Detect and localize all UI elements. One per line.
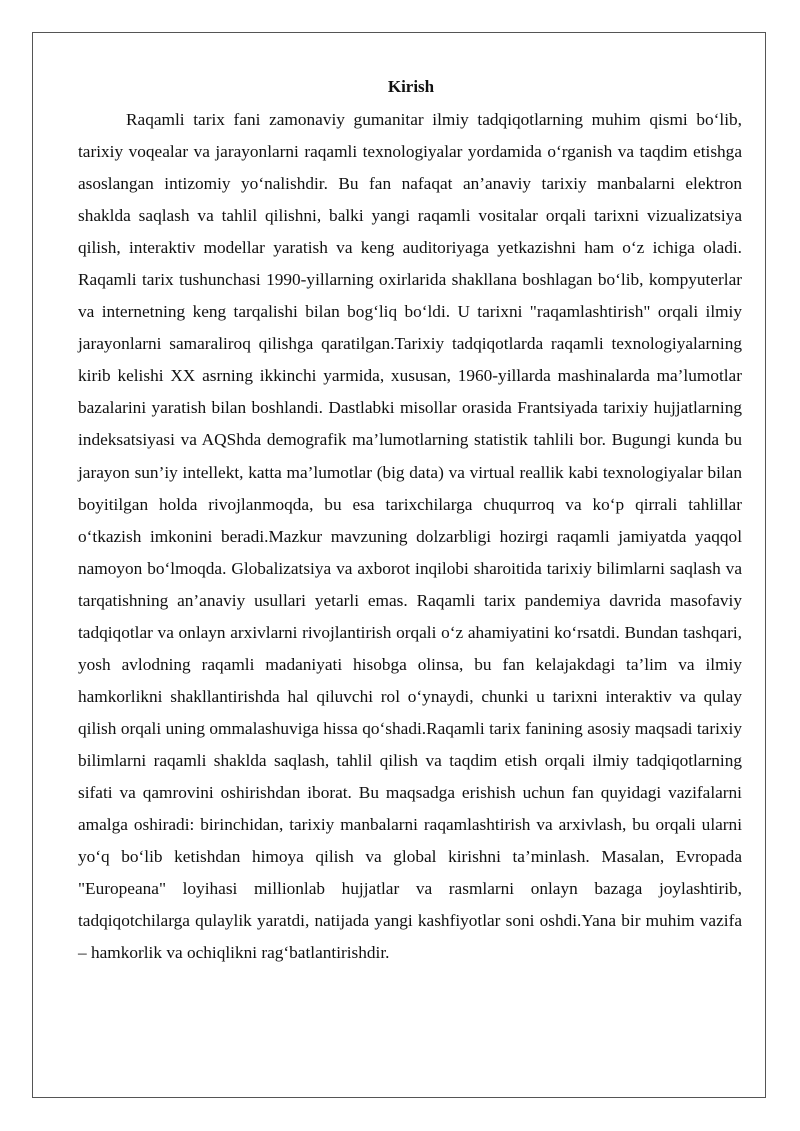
document-paragraph: Raqamli tarix fani zamonaviy gumanitar ilmiy tadqiqotlarning muhim qismi boʻlib, tarixiy voqealar va jarayonlarni raqamli texnologiyalar yordamida oʻrganish va taqdim etishga asoslangan intizomiy yoʻnalishdir. Bu fan nafaqat an’anaviy tarixiy manbalarni elektron shaklda saqlash va tahlil qilishni, balki yangi raqamli vositalar orqali tarixni vizualizatsiya qilish, interaktiv modellar yaratish va keng auditoriyaga yetkazishni ham oʻz ichiga oladi. Raqamli tarix tushunchasi 1990-yillarning oxirlarida shakllana boshlagan boʻlib, kompyuterlar va internetning keng tarqalishi bilan bogʻliq boʻldi. U tarixni "raqamlashtirish" orqali ilmiy jarayonlarni samaraliroq qilishga qaratilgan.Tarixiy tadqiqotlarda raqamli texnologiyalarning kirib kelishi XX asrning ikkinchi yarmida, xususan, 1960-yillarda mashinalarda ma’lumotlar bazalarini yaratish bilan boshlandi. Dastlabki misollar orasida Frantsiyada tarixiy hujjatlarning indeksatsiyasi va AQShda demografik ma’lumotlarning statistik tahlili bor. Bugungi kunda bu jarayon sun’iy intellekt, katta ma’lumotlar (big data) va virtual reallik kabi texnologiyalar bilan boyitilgan holda rivojlanmoqda, bu esa tarixchilarga chuqurroq va koʻp qirrali tahlillar oʻtkazish imkonini beradi.Mazkur mavzuning dolzarbligi hozirgi raqamli jamiyatda yaqqol namoyon boʻlmoqda. Globalizatsiya va axborot inqilobi sharoitida tarixiy bilimlarni saqlash va tarqatishning an’anaviy usullari yetarli emas. Raqamli tarix pandemiya davrida masofaviy tadqiqotlar va onlayn arxivlarni rivojlantirish orqali oʻz ahamiyatini koʻrsatdi. Bundan tashqari, yosh avlodning raqamli madaniyati hisobga olinsa, bu fan kelajakdagi ta’lim va ilmiy hamkorlikni shakllantirishda hal qiluvchi rol oʻynaydi, chunki u tarixni interaktiv va qulay qilish orqali uning ommalashuviga hissa qoʻshadi.Raqamli tarix fanining asosiy maqsadi tarixiy bilimlarni raqamli shaklda saqlash, tahlil qilish va taqdim etish orqali ilmiy tadqiqotlarning sifati va qamrovini oshirishdan iborat. Bu maqsadga erishish uchun fan quyidagi vazifalarni amalga oshiradi: birinchidan, tarixiy manbalarni raqamlashtirish va arxivlash, bu orqali ularni yoʻq boʻlib ketishdan himoya qilish va global kirishni ta’minlash. Masalan, Evropada "Europeana" loyihasi millionlab hujjatlar va rasmlarni onlayn bazaga joylashtirib, tadqiqotchilarga qulaylik yaratdi, natijada yangi kashfiyotlar soni oshdi.Yana bir muhim vazifa – hamkorlik va ochiqlikni ragʻbatlantirishdir. [78,110,742,963]
document-content [78,70,742,969]
document-title: Kirish [387,77,435,96]
